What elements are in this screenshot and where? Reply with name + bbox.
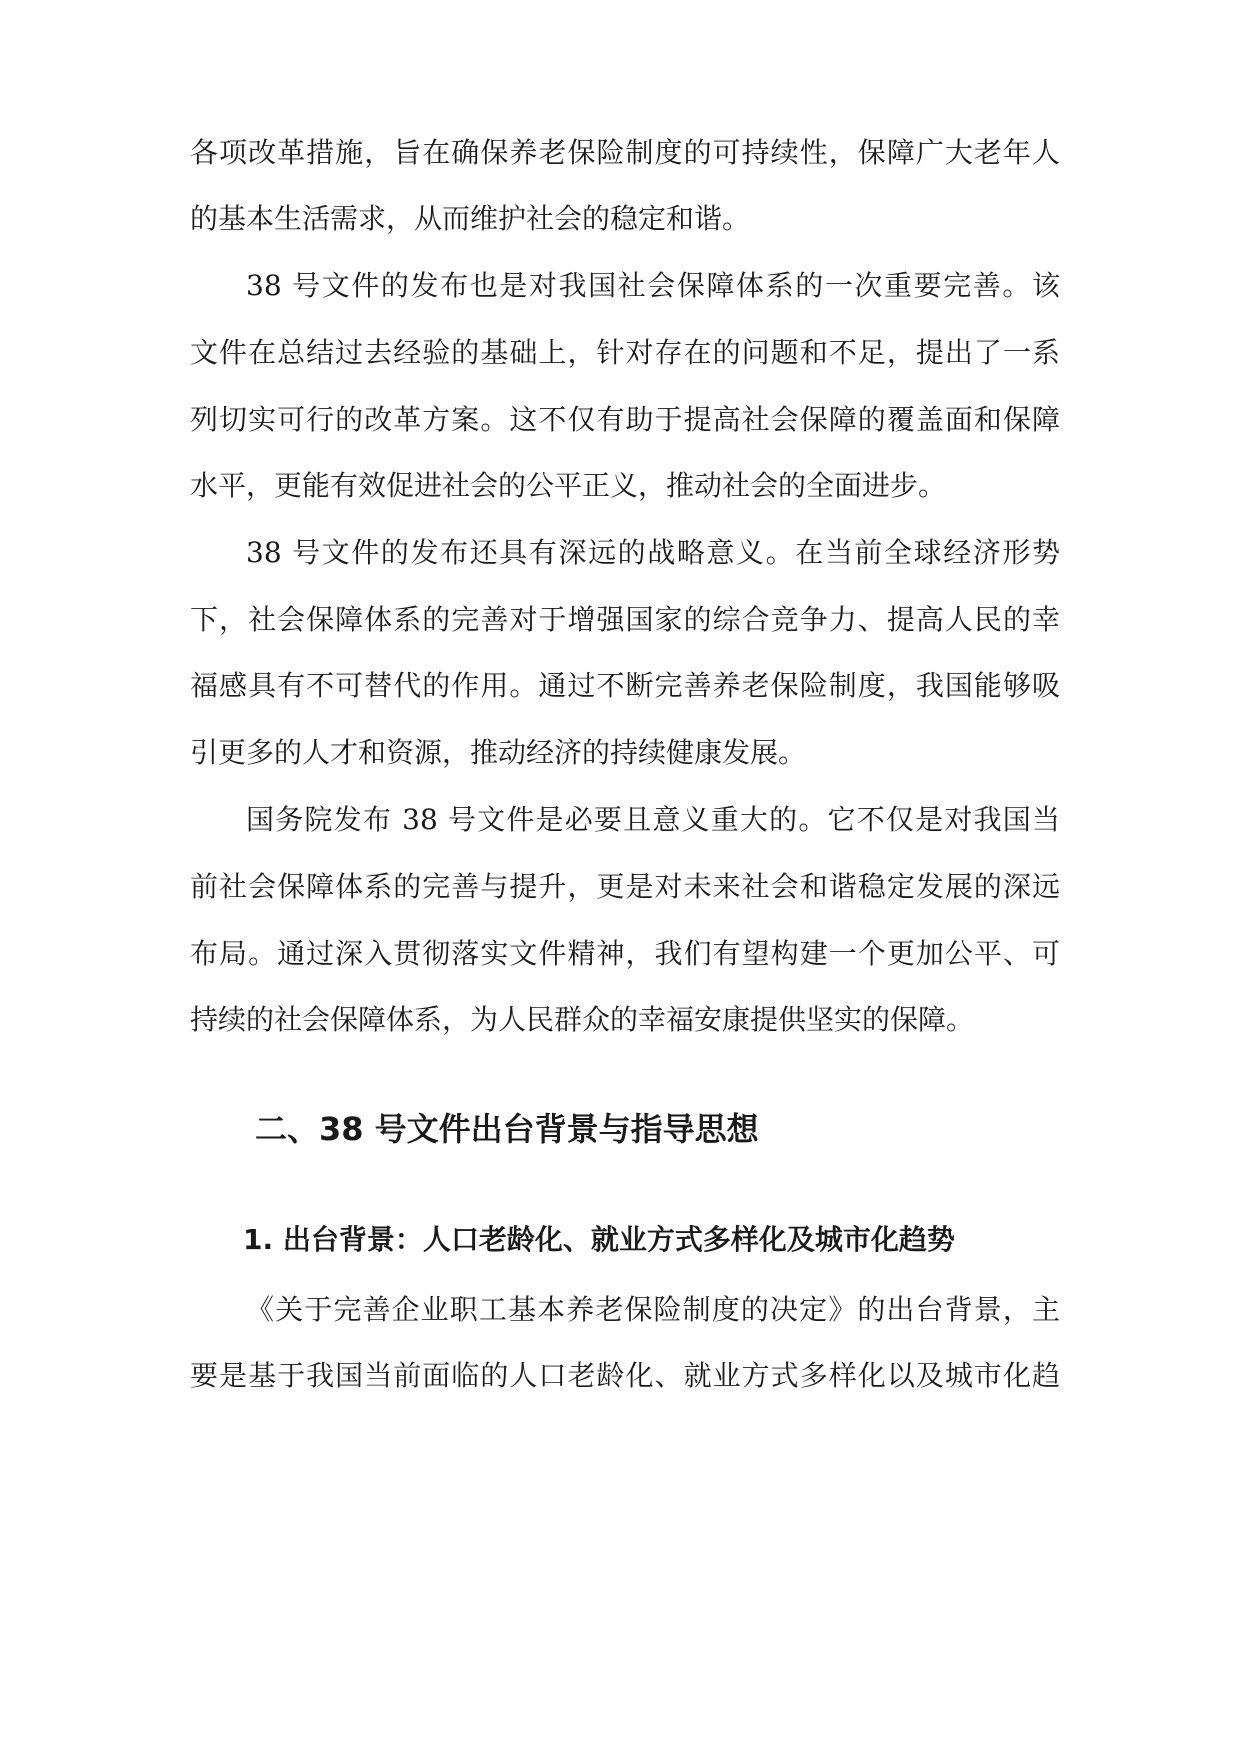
paragraph-4-line-3: 布局。通过深入贯彻落实文件精神，我们有望构建一个更加公平、可 — [190, 937, 1060, 970]
final-paragraph-line-1: 《关于完善企业职工基本养老保险制度的决定》的出台背景，主 — [246, 1293, 1060, 1326]
paragraph-4-line-1: 国务院发布 38 号文件是必要且意义重大的。它不仅是对我国当 — [246, 803, 1060, 836]
section-heading: 二、38 号文件出台背景与指导思想 — [255, 1110, 759, 1148]
paragraph-3-line-2: 下，社会保障体系的完善对于增强国家的综合竞争力、提高人民的幸 — [190, 603, 1060, 636]
paragraph-3-line-4: 引更多的人才和资源，推动经济的持续健康发展。 — [190, 736, 807, 769]
paragraph-4-line-4: 持续的社会保障体系，为人民群众的幸福安康提供坚实的保障。 — [190, 1003, 975, 1036]
paragraph-3-line-3: 福感具有不可替代的作用。通过不断完善养老保险制度，我国能够吸 — [190, 669, 1060, 702]
paragraph-2-line-4: 水平，更能有效促进社会的公平正义，推动社会的全面进步。 — [190, 469, 947, 502]
paragraph-1-line-1: 各项改革措施，旨在确保养老保险制度的可持续性，保障广大老年人 — [190, 136, 1060, 169]
paragraph-4-line-2: 前社会保障体系的完善与提升，更是对未来社会和谐稳定发展的深远 — [190, 870, 1060, 903]
paragraph-1-line-2: 的基本生活需求，从而维护社会的稳定和谐。 — [190, 202, 751, 235]
subsection-heading: 1. 出台背景：人口老龄化、就业方式多样化及城市化趋势 — [243, 1223, 955, 1256]
paragraph-3-line-1: 38 号文件的发布还具有深远的战略意义。在当前全球经济形势 — [246, 536, 1060, 569]
final-paragraph-line-2: 要是基于我国当前面临的人口老龄化、就业方式多样化以及城市化趋 — [190, 1359, 1060, 1392]
paragraph-2-line-3: 列切实可行的改革方案。这不仅有助于提高社会保障的覆盖面和保障 — [190, 403, 1060, 436]
paragraph-2-line-2: 文件在总结过去经验的基础上，针对存在的问题和不足，提出了一系 — [190, 336, 1060, 369]
paragraph-2-line-1: 38 号文件的发布也是对我国社会保障体系的一次重要完善。该 — [246, 269, 1060, 302]
